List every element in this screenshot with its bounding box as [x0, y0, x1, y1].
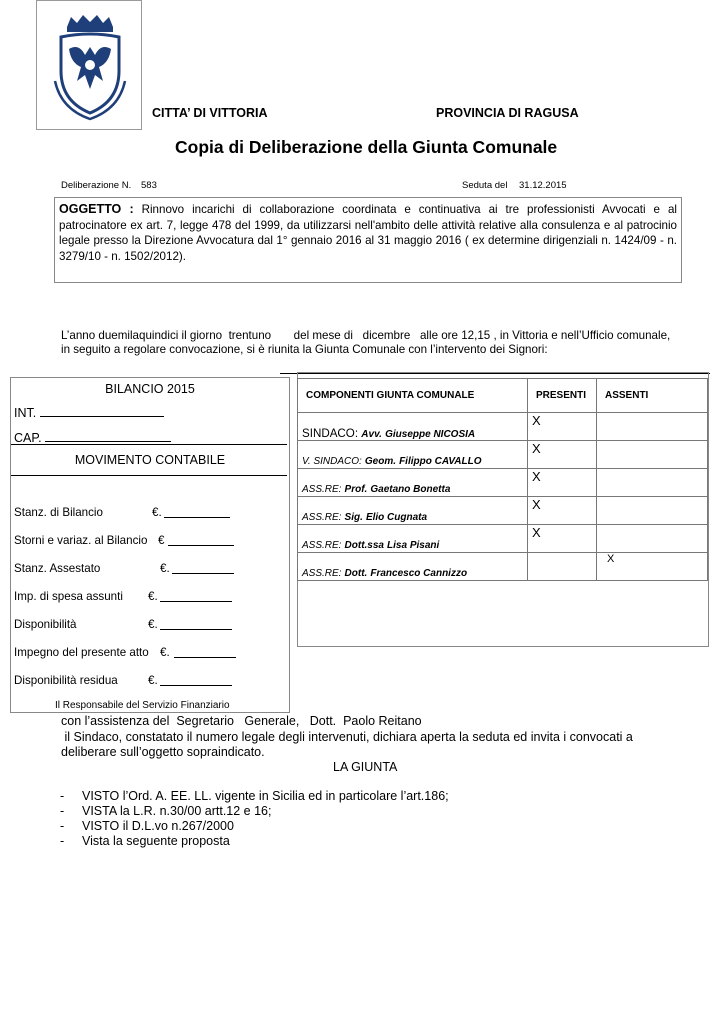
- row-stanz-bilancio: Stanz. di Bilancio €.: [14, 506, 103, 519]
- assente-mark: [597, 413, 708, 441]
- assente-mark: [597, 497, 708, 525]
- deliberazione-number: 583: [141, 180, 157, 191]
- table-row: V. SINDACO: Geom. Filippo CAVALLO X: [298, 441, 708, 469]
- header-assenti: ASSENTI: [597, 379, 708, 413]
- intro-line-2: in seguito a regolare convocazione, si è riunita la Giunta Comunale con l’intervento dei Signori:: [61, 343, 548, 356]
- seduta-label: Seduta del: [462, 180, 508, 191]
- cap-blank: [45, 430, 171, 442]
- la-giunta-heading: LA GIUNTA: [333, 760, 398, 774]
- member-name: Elio Cugnata: [365, 512, 428, 523]
- list-item: - VISTO il D.L.vo n.267/2000: [60, 819, 234, 833]
- province-name: PROVINCIA DI RAGUSA: [436, 106, 579, 120]
- row-storni: Storni e variaz. al Bilancio €: [14, 534, 147, 547]
- presente-mark: [528, 553, 597, 581]
- list-item: - VISTA la L.R. n.30/00 artt.12 e 16;: [60, 804, 272, 818]
- document-title: Copia di Deliberazione della Giunta Comunale: [175, 137, 558, 157]
- oggetto-box: [54, 197, 682, 283]
- list-item: - VISTO l’Ord. A. EE. LL. vigente in Sicilia ed in particolare l’art.186;: [60, 789, 449, 803]
- member-name: Lisa Pisani: [387, 540, 440, 551]
- movimento-title: MOVIMENTO CONTABILE: [74, 453, 226, 467]
- member-name: Filippo CAVALLO: [399, 456, 482, 467]
- presente-mark: X: [528, 441, 597, 469]
- member-role: SINDACO:: [302, 427, 359, 440]
- cap-field: CAP.: [14, 430, 171, 445]
- int-blank: [40, 405, 164, 417]
- presente-mark: X: [528, 525, 597, 553]
- bilancio-title: BILANCIO 2015: [105, 382, 195, 396]
- member-name: Gaetano Bonetta: [370, 484, 451, 495]
- oggetto-label: OGGETTO :: [59, 202, 134, 216]
- table-row: ASS.RE: Dott.ssa Lisa Pisani X: [298, 525, 708, 553]
- oggetto-text: [59, 202, 677, 264]
- presente-mark: X: [528, 413, 597, 441]
- city-name: CITTA’ DI VITTORIA: [152, 106, 268, 120]
- row-imp-spesa: Imp. di spesa assunti €.: [14, 590, 123, 603]
- responsabile-label: Il Responsabile del Servizio Finanziario: [55, 700, 230, 711]
- table-row: SINDACO: Avv. Giuseppe NICOSIA X: [298, 413, 708, 441]
- bilancio-divider: [11, 444, 287, 445]
- sindaco-line-2: deliberare sull’oggetto sopraindicato.: [61, 745, 265, 759]
- componenti-table: [297, 378, 708, 581]
- movimento-divider: [11, 475, 287, 476]
- row-impegno: Impegno del presente atto €.: [14, 646, 149, 659]
- assente-mark: [597, 441, 708, 469]
- bilancio-box: [10, 377, 290, 713]
- assistenza-line: con l’assistenza del Segretario Generale, Dott. Paolo Reitano: [61, 714, 422, 728]
- header-presenti: PRESENTI: [528, 379, 597, 413]
- presente-mark: X: [528, 469, 597, 497]
- member-name: Francesco Cannizzo: [370, 568, 468, 579]
- sindaco-line-1: il Sindaco, constatato il numero legale degli intervenuti, dichiara aperta la seduta ed invita i convocati a: [61, 730, 633, 744]
- int-field: INT.: [14, 405, 164, 420]
- row-stanz-assestato: Stanz. Assestato €.: [14, 562, 100, 575]
- row-disponibilita: Disponibilità €.: [14, 618, 77, 631]
- member-name: Giuseppe NICOSIA: [385, 429, 476, 440]
- seduta-date: 31.12.2015: [519, 180, 567, 191]
- presente-mark: X: [528, 497, 597, 525]
- intro-line-1: L’anno duemilaquindici il giorno trentuno del mese di dicembre alle ore 12,15 , in Vittoria e nell’Ufficio comunale,: [61, 329, 671, 342]
- assente-mark: [597, 525, 708, 553]
- oggetto-body: Rinnovo incarichi di collaborazione coordinata e continuativa ai tre professionisti Avvocati e al patrocinatore ex art. 7, legge 478 del 1999, da utilizzarsi nell'ambito delle attività relative alla consulenza e al patrocinio legale presso la Direzione Avvocatura dal 1° gennaio 2016 al 31 maggio 2016 ( ex determine dirigenziali n. 1424/09 - n. 3279/10 - n. 1502/2012).: [59, 203, 677, 263]
- eagle-crest-icon: [51, 9, 129, 121]
- list-item: - Vista la seguente proposta: [60, 834, 230, 848]
- coat-of-arms-logo: [36, 0, 142, 130]
- assente-mark: [597, 469, 708, 497]
- table-row: ASS.RE: Prof. Gaetano Bonetta X: [298, 469, 708, 497]
- deliberazione-label: Deliberazione N.: [61, 180, 132, 191]
- table-row: ASS.RE: Sig. Elio Cugnata X: [298, 497, 708, 525]
- header-componenti: COMPONENTI GIUNTA COMUNALE: [298, 379, 528, 413]
- table-row: ASS.RE: Dott. Francesco Cannizzo X: [298, 553, 708, 581]
- row-disp-residua: Disponibilità residua €.: [14, 674, 118, 687]
- assente-mark: X: [597, 553, 708, 581]
